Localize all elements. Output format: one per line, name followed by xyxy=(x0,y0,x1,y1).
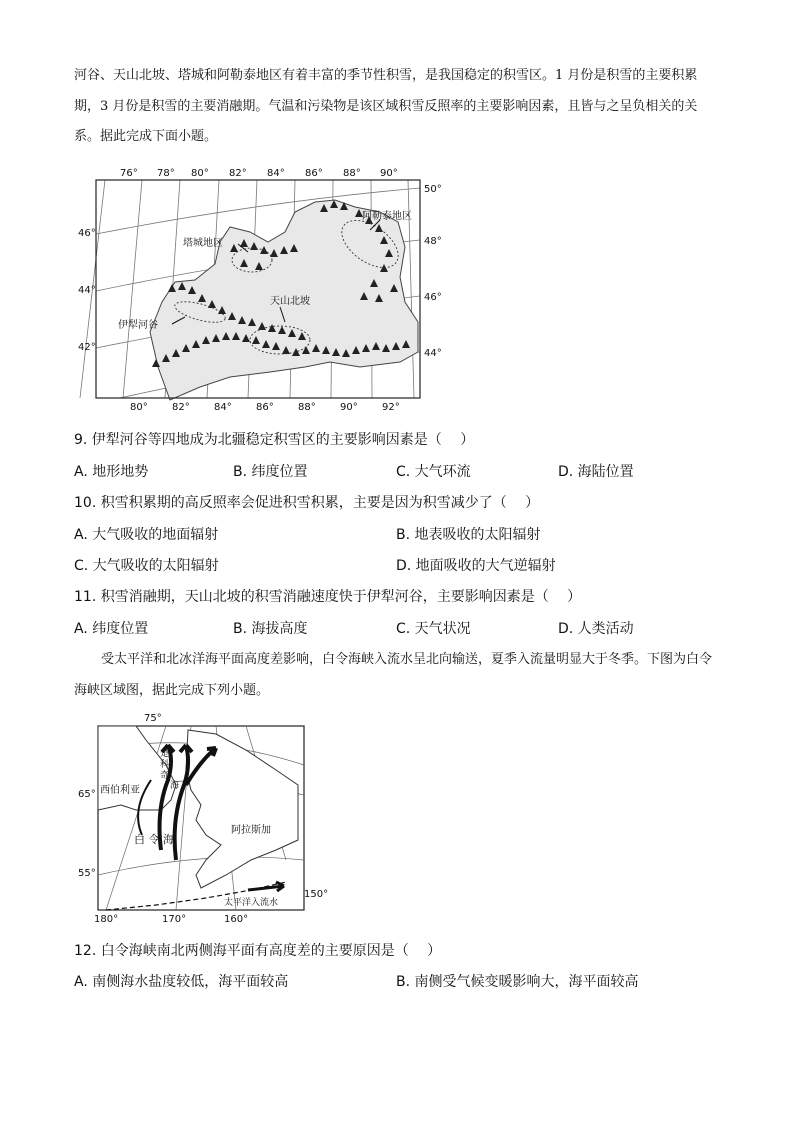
question-10-stem: 10. 积雪积累期的高反照率会促进积雪积累，主要是因为积雪减少了（ ） xyxy=(74,495,540,511)
lat-left-44: 44° xyxy=(78,285,96,296)
label-altay: 阿勒泰地区 xyxy=(362,211,412,222)
svg-text:科: 科 xyxy=(160,760,170,770)
lat-left-42: 42° xyxy=(78,342,96,353)
q9-option-d[interactable]: D. 海陆位置 xyxy=(558,464,634,480)
svg-text:楚: 楚 xyxy=(160,749,170,759)
lat-left-46: 46° xyxy=(78,228,96,239)
label-alaska: 阿拉斯加 xyxy=(231,825,271,836)
q11-option-a[interactable]: A. 纬度位置 xyxy=(74,621,149,637)
label-siberia: 西伯利亚 xyxy=(100,785,140,796)
lat-right-44: 44° xyxy=(424,348,442,359)
label-tacheng: 塔城地区 xyxy=(183,238,223,249)
lon-180: 180° xyxy=(94,914,119,925)
label-tianshan: 天山北坡 xyxy=(270,296,310,307)
label-legend: 太平洋入流水 xyxy=(224,898,279,908)
lon-bottom-88: 88° xyxy=(298,402,316,413)
lon-top-78: 78° xyxy=(157,168,175,179)
passage-1: 河谷、天山北坡、塔城和阿勒泰地区有着丰富的季节性积雪，是我国稳定的积雪区。1 月份是积雪的主要积累期，3 月份是积雪的主要消融期。气温和污染物是该区域积雪反照率的主要影响因素，且皆与之呈负相关的关系。据此完成下面小题。 xyxy=(74,68,698,144)
lon-170: 170° xyxy=(162,914,187,925)
lon-bottom-80: 80° xyxy=(130,402,148,413)
lat-65: 65° xyxy=(78,789,96,800)
q11-option-c[interactable]: C. 天气状况 xyxy=(396,621,471,637)
label-bering-sea: 白 令 海 xyxy=(134,833,174,846)
lon-bottom-90: 90° xyxy=(340,402,358,413)
q10-option-a[interactable]: A. 大气吸收的地面辐射 xyxy=(74,527,219,543)
question-9-stem: 9. 伊犁河谷等四地成为北疆稳定积雪区的主要影响因素是（ ） xyxy=(74,432,475,448)
lon-150: 150° xyxy=(304,889,329,900)
q11-option-b[interactable]: B. 海拔高度 xyxy=(233,621,308,637)
lon-160: 160° xyxy=(224,914,249,925)
lat-right-48: 48° xyxy=(424,236,442,247)
lon-top-90: 90° xyxy=(380,168,398,179)
lon-bottom-84: 84° xyxy=(214,402,232,413)
q9-option-c[interactable]: C. 大气环流 xyxy=(396,464,471,480)
lon-bottom-92: 92° xyxy=(382,402,400,413)
svg-text:海: 海 xyxy=(170,781,180,791)
lat-75: 75° xyxy=(144,713,162,724)
lon-bottom-86: 86° xyxy=(256,402,274,413)
lon-bottom-82: 82° xyxy=(172,402,190,413)
q9-option-a[interactable]: A. 地形地势 xyxy=(74,464,149,480)
label-ili: 伊犁河谷 xyxy=(118,320,158,331)
lon-top-80: 80° xyxy=(191,168,209,179)
lon-top-88: 88° xyxy=(343,168,361,179)
question-12-stem: 12. 白令海峡南北两侧海平面有高度差的主要原因是（ ） xyxy=(74,943,442,959)
passage-2: 受太平洋和北冰洋海平面高度差影响，白令海峡入流水呈北向输送，夏季入流量明显大于冬季。下图为白令海峡区域图，据此完成下列小题。 xyxy=(74,652,713,698)
lat-55: 55° xyxy=(78,868,96,879)
lat-right-50: 50° xyxy=(424,184,442,195)
question-11-stem: 11. 积雪消融期，天山北坡的积雪消融速度快于伊犁河谷，主要影响因素是（ ） xyxy=(74,589,582,605)
q12-option-b[interactable]: B. 南侧受气候变暖影响大，海平面较高 xyxy=(396,974,639,990)
q11-option-d[interactable]: D. 人类活动 xyxy=(558,621,634,637)
svg-text:奇: 奇 xyxy=(160,771,170,781)
xinjiang-snow-map xyxy=(80,162,460,414)
q9-option-b[interactable]: B. 纬度位置 xyxy=(233,464,308,480)
lat-right-46: 46° xyxy=(424,292,442,303)
lon-top-76: 76° xyxy=(120,168,138,179)
q10-option-d[interactable]: D. 地面吸收的大气逆辐射 xyxy=(396,558,556,574)
bering-strait-map xyxy=(76,710,336,926)
lon-top-82: 82° xyxy=(229,168,247,179)
q12-option-a[interactable]: A. 南侧海水盐度较低，海平面较高 xyxy=(74,974,289,990)
q10-option-c[interactable]: C. 大气吸收的太阳辐射 xyxy=(74,558,219,574)
lon-top-84: 84° xyxy=(267,168,285,179)
q10-option-b[interactable]: B. 地表吸收的太阳辐射 xyxy=(396,527,541,543)
lon-top-86: 86° xyxy=(305,168,323,179)
